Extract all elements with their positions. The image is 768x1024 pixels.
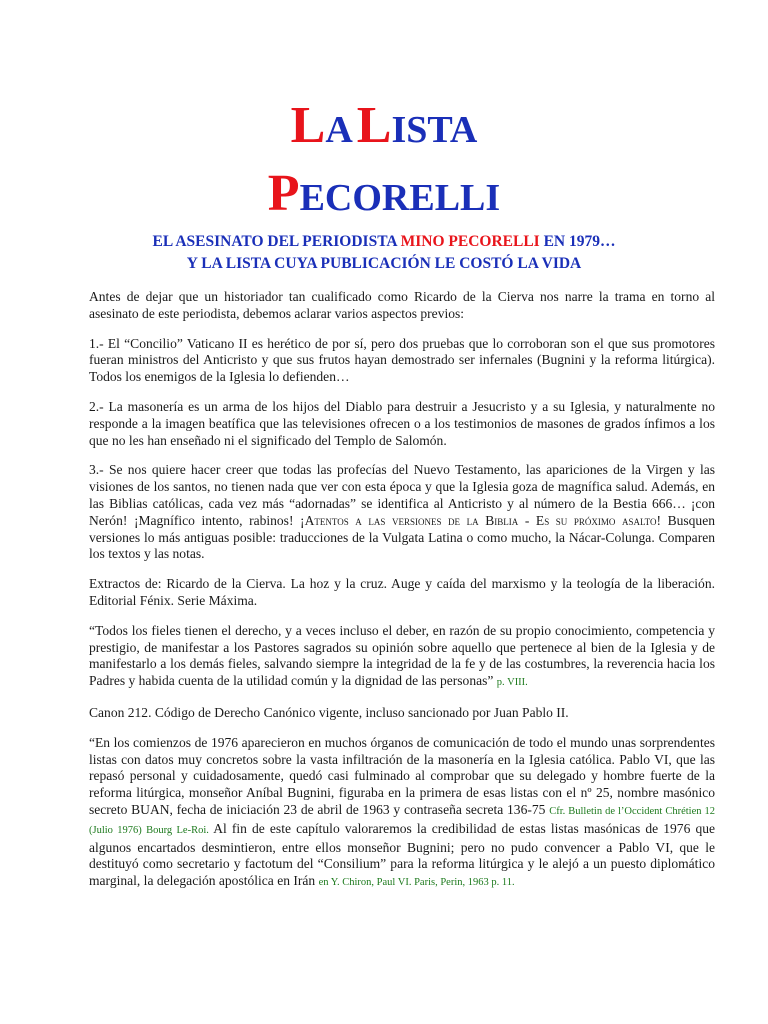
quote-text: “En los comienzos de 1976 aparecieron en muchos órganos de comunicación de todo el mundo unas sorprendentes listas con datos muy concretos sobre la vasta infiltración de la masonería en la Iglesia católica. Pablo VI, que las repasó personal y cuidadosamente, quedó casi fulminado al comprobar que su delegado y hombre fuerte de la reforma litúrgica, monseñor Aníbal Bugnini, figuraba en la primera de esas listas con el nº 25, nombre masónico secreto BUAN, fecha de iniciación 23 de abril de 1963 y contraseña secreta 136-75 <box>89 734 715 817</box>
intro-paragraph: Antes de dejar que un historiador tan cualificado como Ricardo de la Cierva nos narre la trama en torno al asesinato de este periodista, debemos aclarar varios aspectos previos: <box>89 289 715 321</box>
title-rest: ECORELLI <box>299 177 501 219</box>
subtitle-text: EL ASESINATO DEL PERIODISTA <box>152 233 401 250</box>
point-2-paragraph: 2.- La masonería es un arma de los hijos del Diablo para destruir a Jesucristo y a su Iglesia, y naturalmente no responde a la imagen beatífica que las televisiones ofrecen o a los testimonios de masones de grados ínfimos a los que no les han enseñado ni el significado del Templo de Salomón. <box>89 398 715 448</box>
title-initial: P <box>267 165 300 222</box>
canon-paragraph: Canon 212. Código de Derecho Canónico vigente, incluso sancionado por Juan Pablo II. <box>89 704 569 720</box>
subtitle-line-2: Y LA LISTA CUYA PUBLICACIÓN LE COSTÓ LA VIDA <box>186 255 582 272</box>
extracts-paragraph: Extractos de: Ricardo de la Cierva. La hoz y la cruz. Auge y caída del marxismo y la teología de la liberación. Editorial Fénix. Serie Máxima. <box>89 576 715 608</box>
quote-text: “Todos los fieles tienen el derecho, y a veces incluso el deber, en razón de su propio conocimiento, competencia y prestigio, de manifestar a los Pastores sagrados su opinión sobre aquello que pertenece al bien de la Iglesia y de manifestarlo a los demás fieles, salvando siempre la integridad de la fe y de las costumbres, la reverencia hacia los Padres y habida cuenta de la utilidad común y la dignidad de las personas” <box>89 622 715 689</box>
bible-warning: Atentos a las versiones de la Biblia - Es su próximo asalto <box>304 512 657 528</box>
subtitle-line-1 <box>0 233 768 251</box>
point-3-text: ! Busquen versiones lo más antiguas posible: traducciones de la Vulgata Latina o como mucho, la Nácar-Colunga. Comparen los textos y las notas. <box>89 512 715 562</box>
title-line-2 <box>0 165 768 222</box>
subtitle-text: EN 1979… <box>539 233 616 250</box>
title-rest: ISTA <box>391 109 478 151</box>
chiron-reference: en Y. Chiron, Paul VI. Paris, Perin, 1963 p. 11. <box>318 877 515 889</box>
subtitle-name: MINO PECORELLI <box>400 233 540 250</box>
quote-1-paragraph <box>89 623 715 692</box>
point-1-paragraph: 1.- El “Concilio” Vaticano II es herético de por sí, pero dos pruebas que lo corroboran son el que sus promotores fueran ministros del Anticristo y que sus frutos hayan demostrado ser infernales (Bugnini y la reforma litúrgica). Todos los enemigos de la Iglesia lo defienden… <box>89 335 715 385</box>
title-rest: A <box>325 109 353 151</box>
title-initial: L <box>356 97 392 154</box>
quote-text: Al fin de este capítulo valoraremos la credibilidad de estas listas masónicas de 1976 que algunos encartados desmintieron, entre ellos monseñor Bugnini; pero no pudo convencer a Pablo VI, que le destituyó como secretario y factotum del “Consilium” para la reforma litúrgica y le alejó a un puesto diplomático marginal, la delegación apostólica en Irán <box>89 820 716 889</box>
point-3-paragraph <box>89 462 715 563</box>
body-text <box>89 289 715 905</box>
quote-2-paragraph <box>89 735 715 892</box>
point-3-text: 3.- Se nos quiere hacer creer que todas las profecías del Nuevo Testamento, las apariciones de la Virgen y las visiones de los santos, no tienen nada que ver con esta época y que la Iglesia goza de magnífica salud. Además, en las Biblias católicas, cada vez más “adornadas” se identifica al Anticristo y al número de la Bestia 666… ¡con Nerón! ¡Magnífico intento, rabinos! ¡ <box>89 462 715 528</box>
page-reference: p. VIII. <box>496 677 528 689</box>
title-line-1 <box>0 97 768 154</box>
bulletin-reference: Cfr. Bulletin de l’Occident Chrétien 12 (Julio 1976) Bourg Le-Roi. <box>89 805 715 836</box>
title-initial: L <box>290 97 326 154</box>
